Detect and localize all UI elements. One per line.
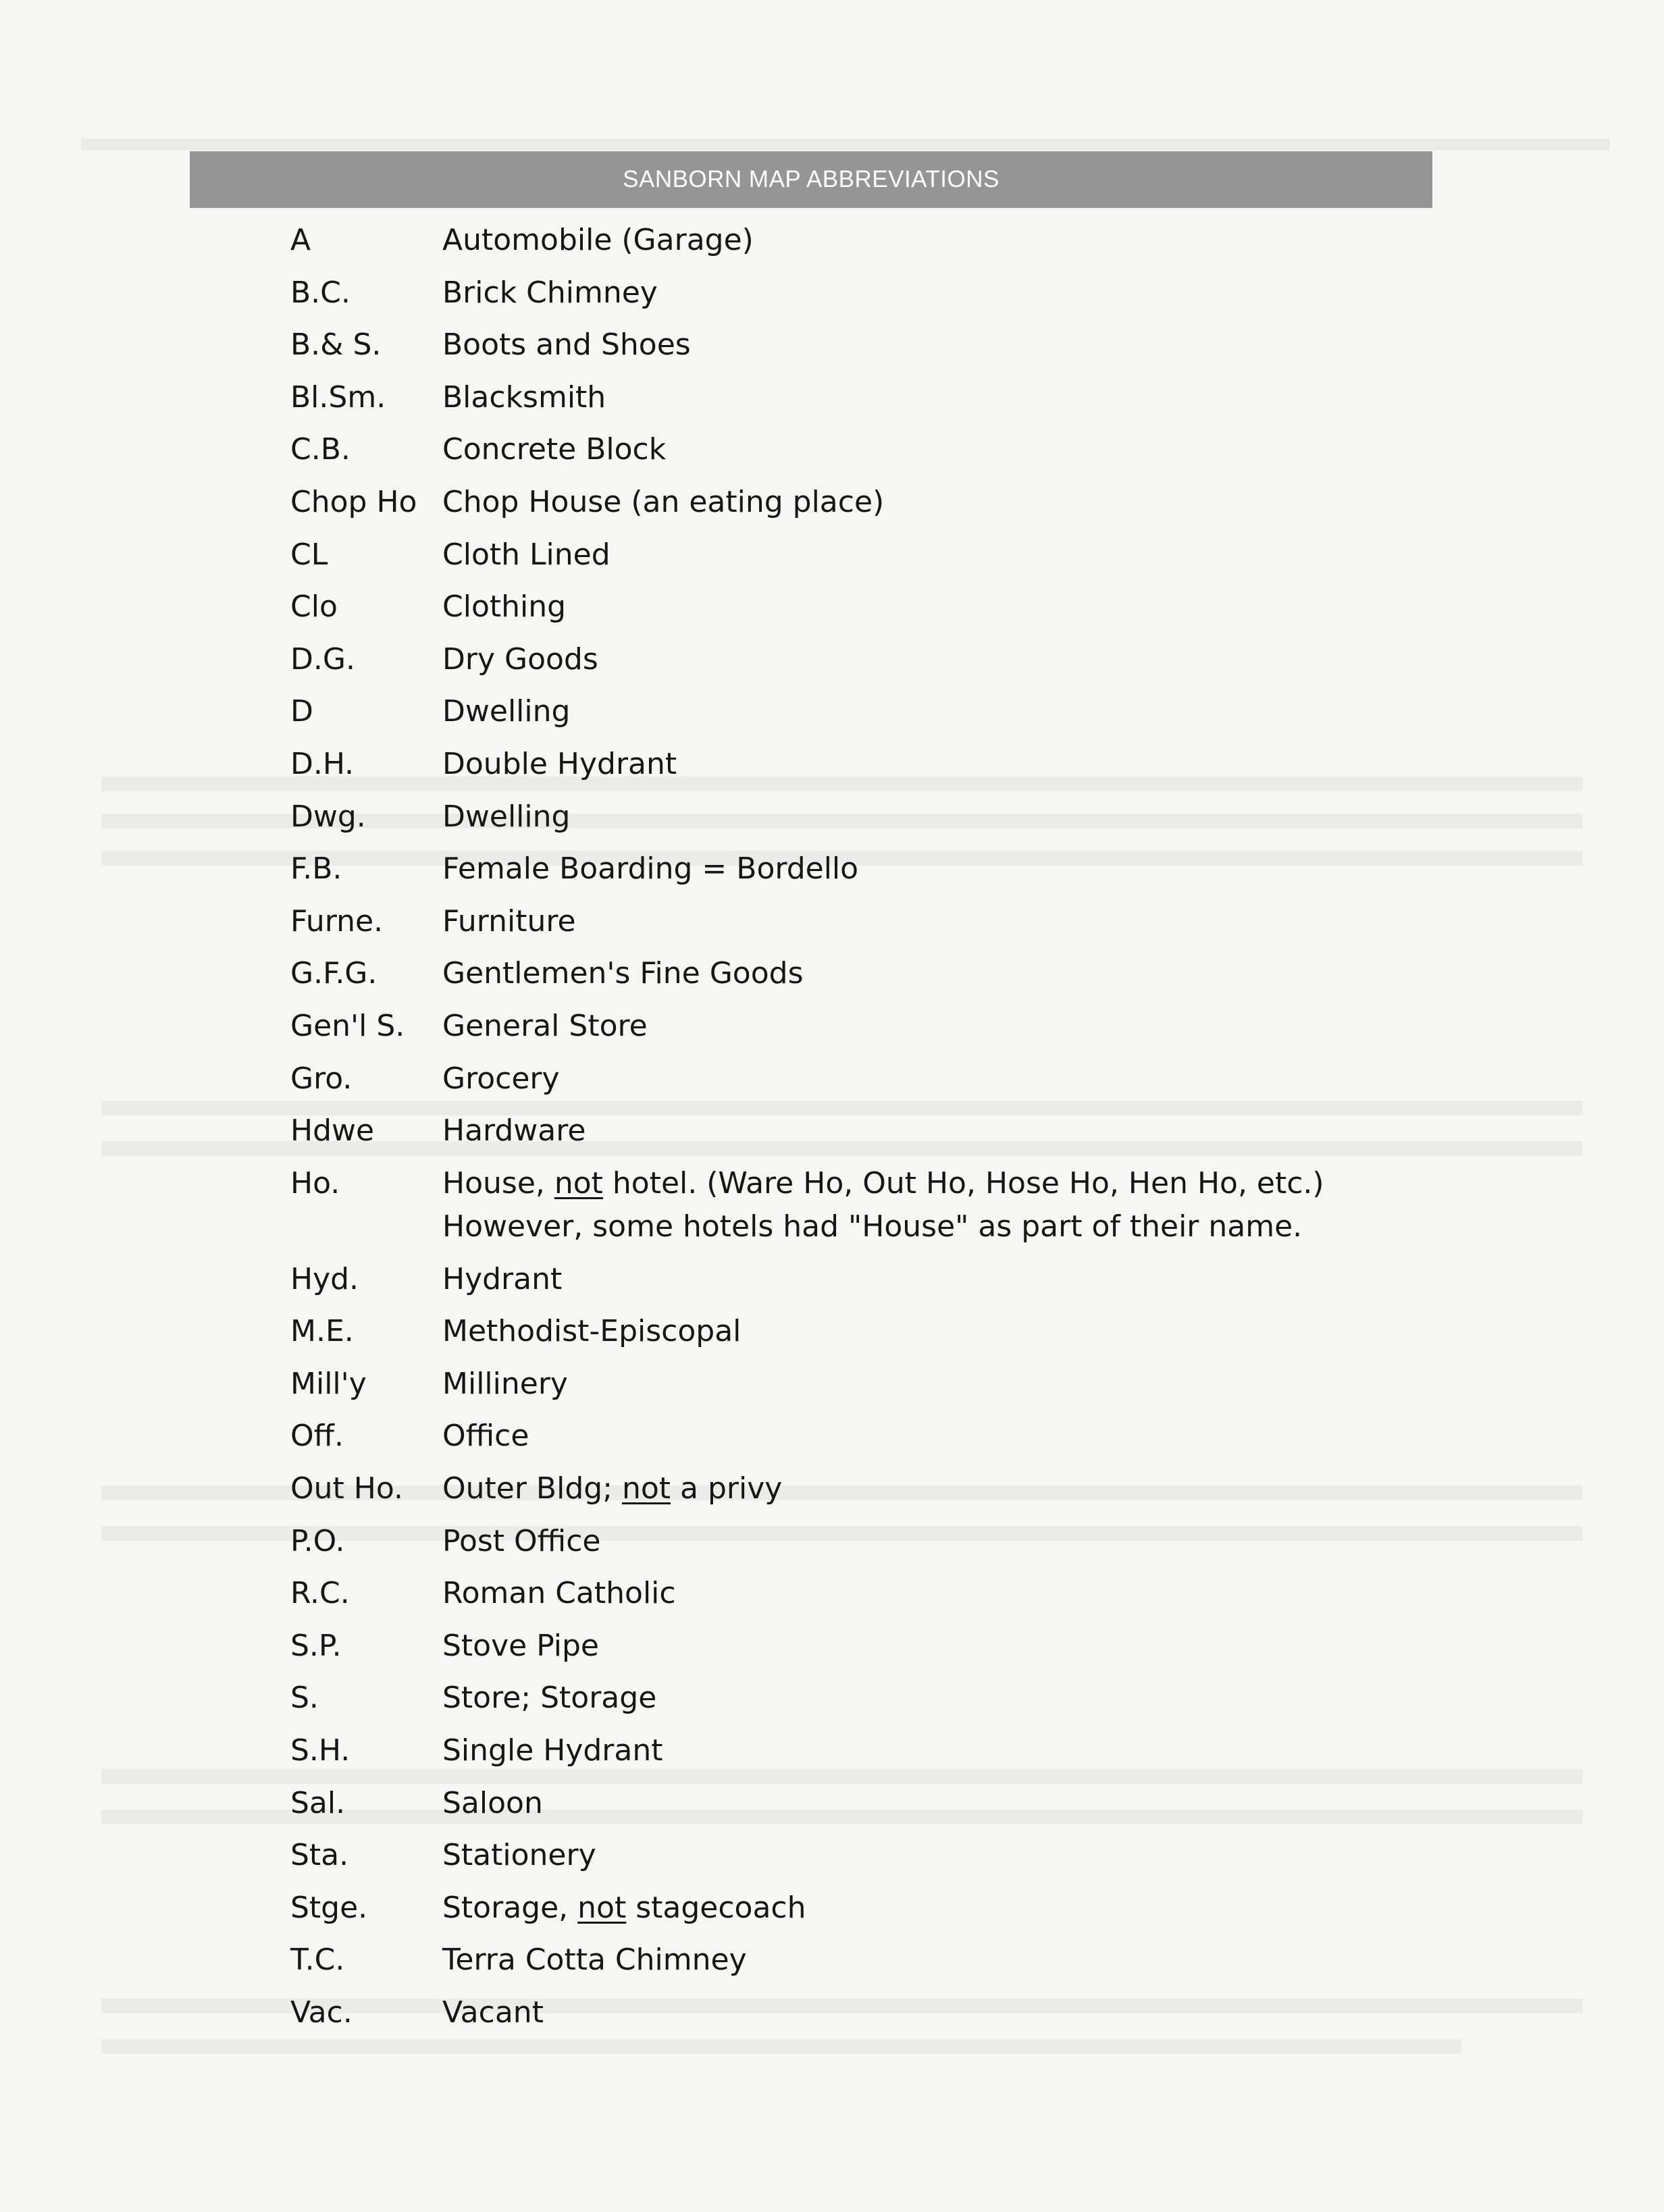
- abbreviation-meaning: Terra Cotta Chimney: [442, 1943, 747, 1978]
- meaning-text: Outer Bldg;: [442, 1471, 622, 1506]
- abbreviation-row: [290, 949, 1506, 1002]
- abbreviation-code: R.C.: [290, 1576, 350, 1611]
- underlined-word: not: [554, 1165, 603, 1201]
- abbreviation-row: [290, 1002, 1506, 1055]
- abbreviation-meaning: Hydrant: [442, 1261, 563, 1296]
- abbreviation-row: [290, 1884, 1506, 1937]
- abbreviation-code: Bl.Sm.: [290, 379, 386, 415]
- abbreviation-meaning: Brick Chimney: [442, 275, 658, 310]
- abbreviation-meaning: Gentlemen's Fine Goods: [442, 956, 804, 991]
- abbreviation-row: [290, 687, 1506, 740]
- abbreviation-code: Mill'y: [290, 1366, 367, 1401]
- abbreviation-meaning: Single Hydrant: [442, 1733, 663, 1768]
- meaning-text: a privy: [671, 1471, 783, 1506]
- abbreviation-code: Chop Ho: [290, 484, 417, 519]
- abbreviation-row: [290, 897, 1506, 950]
- abbreviation-row: [290, 1307, 1506, 1360]
- abbreviation-code: P.O.: [290, 1523, 345, 1558]
- abbreviation-meaning: General Store: [442, 1008, 648, 1043]
- abbreviation-meaning: Hardware: [442, 1113, 586, 1149]
- abbreviation-meaning: Millinery: [442, 1366, 568, 1401]
- underlined-word: not: [577, 1890, 627, 1925]
- abbreviation-row: [290, 1622, 1506, 1675]
- meaning-text: stagecoach: [626, 1890, 806, 1925]
- title-banner: [190, 151, 1432, 208]
- abbreviation-code: Hdwe: [290, 1113, 375, 1149]
- abbreviation-code: S.P.: [290, 1628, 342, 1663]
- abbreviation-code: D.H.: [290, 746, 355, 781]
- abbreviation-list: [290, 216, 1506, 2041]
- abbreviation-meaning: Store; Storage: [442, 1681, 657, 1716]
- abbreviation-code: Off.: [290, 1419, 344, 1454]
- abbreviation-code: B.C.: [290, 275, 350, 310]
- abbreviation-meaning: Chop House (an eating place): [442, 484, 885, 519]
- abbreviation-code: G.F.G.: [290, 956, 378, 991]
- underlined-word: not: [622, 1471, 671, 1506]
- abbreviation-meaning: Boots and Shoes: [442, 327, 691, 363]
- abbreviation-meaning: Roman Catholic: [442, 1576, 676, 1611]
- abbreviation-meaning: Dwelling: [442, 799, 571, 834]
- abbreviation-meaning: Cloth Lined: [442, 537, 610, 572]
- abbreviation-row: [290, 1779, 1506, 1832]
- abbreviation-row: [290, 1159, 1506, 1255]
- abbreviation-meaning: Concrete Block: [442, 432, 667, 467]
- abbreviation-code: M.E.: [290, 1314, 354, 1349]
- abbreviation-meaning: Double Hydrant: [442, 746, 677, 781]
- bleed-through-line: [81, 138, 1610, 151]
- abbreviation-meaning: Stationery: [442, 1838, 596, 1873]
- abbreviation-row: [290, 216, 1506, 269]
- meaning-text: Storage,: [442, 1890, 578, 1925]
- abbreviation-code: C.B.: [290, 432, 350, 467]
- abbreviation-row: [290, 1936, 1506, 1989]
- abbreviation-row: [290, 1255, 1506, 1308]
- abbreviation-row: [290, 583, 1506, 635]
- abbreviation-row: [290, 635, 1506, 688]
- abbreviation-code: Hyd.: [290, 1261, 359, 1296]
- abbreviation-row: [290, 793, 1506, 845]
- abbreviation-row: [290, 373, 1506, 426]
- meaning-text: hotel. (Ware Ho, Out Ho, Hose Ho, Hen Ho, etc.): [602, 1165, 1324, 1201]
- abbreviation-meaning: Saloon: [442, 1785, 543, 1820]
- abbreviation-meaning: [442, 1887, 1506, 1930]
- abbreviation-meaning: Blacksmith: [442, 379, 606, 415]
- abbreviation-meaning: Dry Goods: [442, 641, 598, 677]
- abbreviation-row: [290, 531, 1506, 583]
- abbreviation-row: [290, 845, 1506, 897]
- abbreviation-row: [290, 1517, 1506, 1570]
- abbreviation-meaning: Office: [442, 1419, 529, 1454]
- abbreviation-row: [290, 1107, 1506, 1159]
- abbreviation-meaning: Furniture: [442, 903, 576, 939]
- abbreviation-code: D: [290, 694, 313, 729]
- abbreviation-meaning: Grocery: [442, 1061, 560, 1096]
- abbreviation-row: [290, 1360, 1506, 1413]
- abbreviation-row: [290, 1674, 1506, 1727]
- abbreviation-code: Vac.: [290, 1995, 353, 2030]
- abbreviation-code: Stge.: [290, 1890, 368, 1925]
- abbreviation-meaning: Methodist-Episcopal: [442, 1314, 742, 1349]
- abbreviation-code: Ho.: [290, 1165, 340, 1201]
- abbreviation-row: [290, 1989, 1506, 2041]
- abbreviation-code: A: [290, 223, 311, 257]
- abbreviation-row: [290, 1727, 1506, 1779]
- abbreviation-code: F.B.: [290, 851, 342, 887]
- bleed-through-line: [101, 2039, 1461, 2054]
- abbreviation-code: Gen'l S.: [290, 1008, 405, 1043]
- abbreviation-code: S.: [290, 1681, 319, 1716]
- abbreviation-code: Clo: [290, 589, 338, 625]
- abbreviation-code: D.G.: [290, 641, 355, 677]
- abbreviation-row: [290, 425, 1506, 478]
- abbreviation-meaning: Automobile (Garage): [442, 223, 754, 257]
- abbreviation-code: Sta.: [290, 1838, 349, 1873]
- abbreviation-row: [290, 1831, 1506, 1884]
- abbreviation-code: Out Ho.: [290, 1471, 403, 1506]
- abbreviation-code: CL: [290, 537, 328, 572]
- abbreviation-row: [290, 321, 1506, 373]
- page-title: SANBORN MAP ABBREVIATIONS: [623, 166, 999, 192]
- abbreviation-row: [290, 1465, 1506, 1517]
- abbreviation-code: Sal.: [290, 1785, 346, 1820]
- abbreviation-row: [290, 1569, 1506, 1622]
- abbreviation-row: [290, 1055, 1506, 1107]
- abbreviation-meaning: Female Boarding = Bordello: [442, 851, 859, 887]
- abbreviation-meaning: Dwelling: [442, 694, 571, 729]
- abbreviation-meaning: [442, 1162, 1506, 1248]
- abbreviation-row: [290, 478, 1506, 531]
- abbreviation-code: Furne.: [290, 903, 384, 939]
- abbreviation-meaning: [442, 1467, 1506, 1510]
- abbreviation-code: S.H.: [290, 1733, 350, 1768]
- abbreviation-code: Dwg.: [290, 799, 366, 834]
- abbreviation-meaning: Stove Pipe: [442, 1628, 599, 1663]
- abbreviation-meaning: Vacant: [442, 1995, 544, 2030]
- abbreviation-meaning: Clothing: [442, 589, 567, 625]
- abbreviation-row: [290, 269, 1506, 321]
- meaning-continuation: However, some hotels had "House" as part of their name.: [442, 1209, 1303, 1244]
- abbreviation-code: B.& S.: [290, 327, 382, 363]
- abbreviation-row: [290, 1412, 1506, 1465]
- abbreviation-meaning: Post Office: [442, 1523, 601, 1558]
- abbreviation-code: Gro.: [290, 1061, 353, 1096]
- abbreviation-row: [290, 740, 1506, 793]
- meaning-text: House,: [442, 1165, 554, 1201]
- abbreviation-code: T.C.: [290, 1943, 345, 1978]
